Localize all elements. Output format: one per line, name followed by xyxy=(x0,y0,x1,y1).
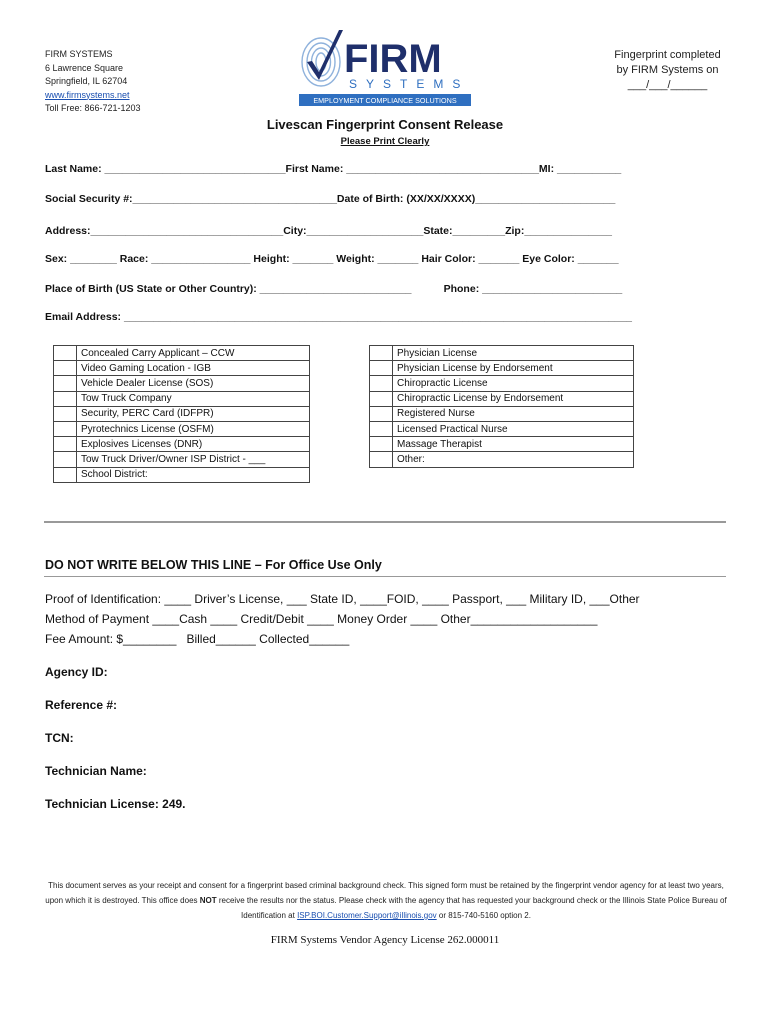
footer-note-part-3: or 815-740-5160 option 2. xyxy=(436,911,531,920)
license-left-row xyxy=(54,437,310,452)
checkbox-cell[interactable] xyxy=(370,452,393,467)
footer-note-part-1: This document serves as your receipt and consent for a fingerprint based criminal background check. This signed form must be retained by the fingerprint vendor agency for at least two years, upon which it is destroyed. This office does xyxy=(45,881,724,905)
company-address xyxy=(45,48,141,116)
divider-line xyxy=(44,521,726,523)
license-right-label: Massage Therapist xyxy=(393,437,634,452)
license-left-label: Security, PERC Card (IDFPR) xyxy=(77,406,310,421)
name-fields[interactable]: Last Name: _______________________________First Name: _________________________________MI: ___________ xyxy=(45,163,622,175)
license-right-row xyxy=(370,421,634,436)
firm-systems-logo xyxy=(299,28,474,108)
checkbox-cell[interactable] xyxy=(370,437,393,452)
form-title: Livescan Fingerprint Consent Release xyxy=(266,117,504,132)
logo-sub-text: SYSTEMS xyxy=(349,77,470,91)
company-website-link[interactable]: www.firmsystems.net xyxy=(45,89,130,100)
license-right-label: Licensed Practical Nurse xyxy=(393,421,634,436)
checkbox-cell[interactable] xyxy=(54,467,77,482)
checkbox-cell[interactable] xyxy=(370,391,393,406)
technician-license-field: Technician License: 249. xyxy=(45,797,186,811)
proof-of-identification: Proof of Identification: ____ Driver’s License, ___ State ID, ____FOID, ____ Passport, ___ Military ID, ___Other xyxy=(45,592,640,606)
checkbox-cell[interactable] xyxy=(54,346,77,361)
birthplace-phone-fields[interactable]: Place of Birth (US State or Other Country): __________________________ Phone: ________________________ xyxy=(45,283,623,295)
license-right-label: Chiropractic License xyxy=(393,376,634,391)
license-right-row xyxy=(370,346,634,361)
license-right-label: Physician License by Endorsement xyxy=(393,361,634,376)
technician-name-field: Technician Name: xyxy=(45,764,147,778)
logo-main-text: FIRM xyxy=(344,37,442,81)
checkbox-cell[interactable] xyxy=(54,376,77,391)
license-left-row xyxy=(54,421,310,436)
checkbox-cell[interactable] xyxy=(54,421,77,436)
license-right-row xyxy=(370,391,634,406)
license-right-label: Other: xyxy=(393,452,634,467)
license-left-label: Vehicle Dealer License (SOS) xyxy=(77,376,310,391)
license-left-row xyxy=(54,346,310,361)
company-phone: Toll Free: 866-721-1203 xyxy=(45,103,141,113)
license-left-row xyxy=(54,406,310,421)
company-street: 6 Lawrence Square xyxy=(45,62,124,73)
license-left-row xyxy=(54,376,310,391)
license-left-label: Video Gaming Location - IGB xyxy=(77,361,310,376)
checkbox-cell[interactable] xyxy=(370,361,393,376)
license-right-row xyxy=(370,437,634,452)
license-right-row xyxy=(370,452,634,467)
checkbox-cell[interactable] xyxy=(54,437,77,452)
fee-amount: Fee Amount: $________ Billed______ Collected______ xyxy=(45,632,350,646)
license-right-label: Registered Nurse xyxy=(393,406,634,421)
tcn-field: TCN: xyxy=(45,731,74,745)
license-left-row xyxy=(54,452,310,467)
license-right-label: Physician License xyxy=(393,346,634,361)
agency-id-field: Agency ID: xyxy=(45,665,108,679)
reference-field: Reference #: xyxy=(45,698,118,712)
checkbox-cell[interactable] xyxy=(370,406,393,421)
office-use-title: DO NOT WRITE BELOW THIS LINE – For Office Use Only xyxy=(45,558,382,572)
company-name: FIRM SYSTEMS xyxy=(45,49,113,59)
license-left-row xyxy=(54,391,310,406)
checkbox-cell[interactable] xyxy=(370,421,393,436)
checkbox-cell[interactable] xyxy=(54,361,77,376)
email-field[interactable]: Email Address: _______________________________________________________________________________________ xyxy=(45,311,633,323)
license-table-right xyxy=(369,345,634,468)
license-left-label: School District: xyxy=(77,467,310,482)
address-fields[interactable]: Address:_________________________________City:____________________State:_________Zip:_______________ xyxy=(45,225,612,237)
checkbox-cell[interactable] xyxy=(54,406,77,421)
license-left-label: Pyrotechnics License (OSFM) xyxy=(77,421,310,436)
license-left-label: Explosives Licenses (DNR) xyxy=(77,437,310,452)
completed-line-1: Fingerprint completed xyxy=(614,49,721,61)
license-right-row xyxy=(370,406,634,421)
completed-date-field[interactable]: ___/___/______ xyxy=(627,79,708,91)
method-of-payment: Method of Payment ____Cash ____ Credit/Debit ____ Money Order ____ Other___________________ xyxy=(45,612,598,626)
license-left-label: Concealed Carry Applicant – CCW xyxy=(77,346,310,361)
fingerprint-completed-note xyxy=(600,48,735,93)
checkbox-cell[interactable] xyxy=(370,346,393,361)
vendor-license: FIRM Systems Vendor Agency License 262.000011 xyxy=(270,934,500,946)
license-left-label: Tow Truck Company xyxy=(77,391,310,406)
license-left-label: Tow Truck Driver/Owner ISP District - ___ xyxy=(77,452,310,467)
footer-note xyxy=(45,878,727,923)
checkbox-cell[interactable] xyxy=(54,391,77,406)
form-subtitle: Please Print Clearly xyxy=(340,136,430,147)
checkbox-cell[interactable] xyxy=(370,376,393,391)
license-right-label: Chiropractic License by Endorsement xyxy=(393,391,634,406)
support-email-link[interactable]: ISP.BOI.Customer.Support@illinois.gov xyxy=(297,911,437,920)
completed-line-2: by FIRM Systems on xyxy=(616,64,719,76)
company-city: Springfield, IL 62704 xyxy=(45,76,128,86)
license-left-row xyxy=(54,467,310,482)
license-right-row xyxy=(370,361,634,376)
license-right-row xyxy=(370,376,634,391)
license-left-row xyxy=(54,361,310,376)
office-use-underline xyxy=(44,576,726,577)
footer-note-bold: NOT xyxy=(199,896,217,905)
footer-note-part-2: receive the results nor the status. Please check with the agency that has requested your background check or the Illinois State Police Bureau of Identification at xyxy=(216,896,727,920)
logo-tagline: EMPLOYMENT COMPLIANCE SOLUTIONS xyxy=(313,96,457,105)
ssn-dob-fields[interactable]: Social Security #:___________________________________Date of Birth: (XX/XX/XXXX)________________________ xyxy=(45,193,616,205)
checkbox-cell[interactable] xyxy=(54,452,77,467)
license-table-left xyxy=(53,345,310,483)
physical-description-fields[interactable]: Sex: ________ Race: _________________ Height: _______ Weight: _______ Hair Color: _______ Eye Color: _______ xyxy=(45,253,619,265)
